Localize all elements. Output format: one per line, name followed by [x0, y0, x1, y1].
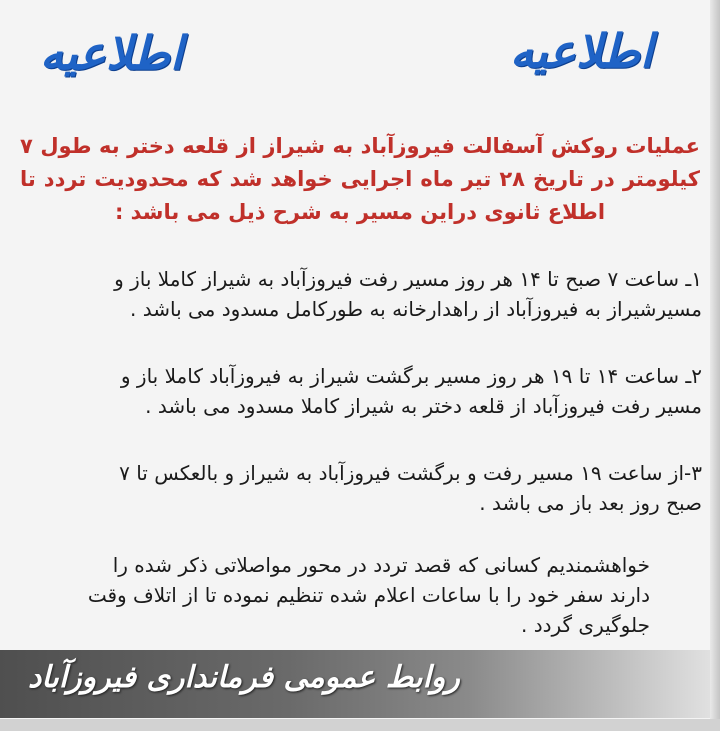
signature-text: روابط عمومی فرمانداری فیروزآباد: [28, 660, 460, 695]
notice-heading-left: اطلاعیه: [40, 26, 183, 80]
schedule-item-line: ۳-از ساعت ۱۹ مسیر رفت و برگشت فیروزآباد به شیراز و بالعکس تا ۷: [119, 461, 702, 485]
closing-line: دارند سفر خود را با ساعات اعلام شده تنظیم نموده تا از اتلاف وقت: [87, 583, 650, 607]
schedule-item-3: [12, 458, 702, 518]
closing-line: خواهشمندیم کسانی که قصد تردد در محور مواصلاتی ذکر شده را: [112, 553, 650, 577]
page-edge-bottom: [0, 719, 720, 731]
intro-line: عملیات روکش آسفالت فیروزآباد به شیراز از قلعه دختر به طول ۷: [20, 134, 700, 158]
schedule-item-line: مسیر رفت فیروزآباد از قلعه دختر به شیراز کاملا مسدود می باشد .: [145, 394, 702, 418]
schedule-item-line: مسیرشیراز به فیروزآباد از راهدارخانه به طورکامل مسدود می باشد .: [130, 297, 702, 321]
schedule-item-line: صبح روز بعد باز می باشد .: [479, 491, 702, 515]
schedule-item-line: ۲ـ ساعت ۱۴ تا ۱۹ هر روز مسیر برگشت شیراز به فیروزآباد کاملا باز و: [120, 364, 702, 388]
closing-line: جلوگیری گردد .: [520, 613, 650, 637]
intro-line: کیلومتر در تاریخ ۲۸ تیر ماه اجرایی خواهد شد که محدودیت تردد تا: [20, 167, 700, 191]
intro-paragraph: [20, 130, 700, 229]
notice-heading-right: اطلاعیه: [510, 24, 653, 78]
schedule-item-1: [12, 264, 702, 324]
page-edge-right: [710, 0, 720, 731]
intro-line: اطلاع ثانوی دراین مسیر به شرح ذیل می باشد :: [114, 200, 606, 224]
closing-paragraph: [30, 550, 650, 640]
schedule-item-line: ۱ـ ساعت ۷ صبح تا ۱۴ هر روز مسیر رفت فیروزآباد به شیراز کاملا باز و: [114, 267, 702, 291]
schedule-item-2: [12, 361, 702, 421]
